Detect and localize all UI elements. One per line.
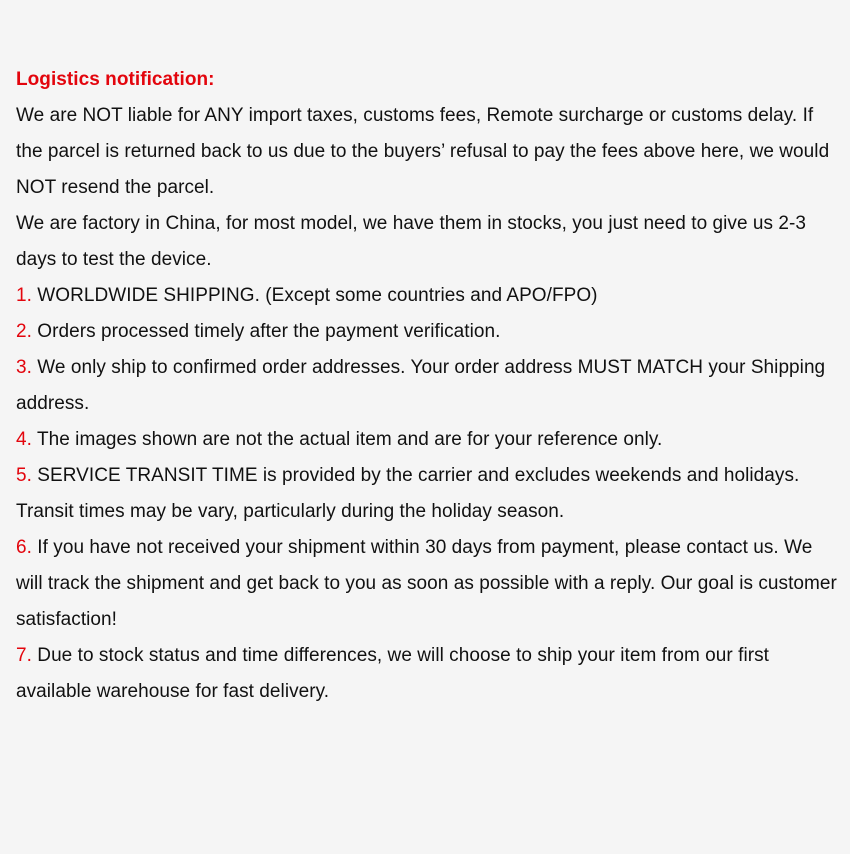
list-item-text: WORLDWIDE SHIPPING. (Except some countries and APO/FPO) — [37, 285, 598, 306]
list-item-text: Due to stock status and time differences, we will choose to ship your item from our first available warehouse for fast delivery. — [16, 645, 769, 702]
list-item-text: SERVICE TRANSIT TIME is provided by the carrier and excludes weekends and holidays. Transit times may be vary, particularly during the holiday season. — [16, 465, 800, 522]
list-item-text: The images shown are not the actual item and are for your reference only. — [36, 429, 663, 450]
list-item — [16, 458, 838, 530]
list-item-number: 5. — [16, 465, 32, 486]
list-item — [16, 638, 838, 710]
list-item-number: 4. — [16, 429, 32, 450]
list-item — [16, 350, 838, 422]
list-item — [16, 530, 838, 638]
logistics-notice — [16, 62, 838, 710]
list-item-number: 1. — [16, 285, 32, 306]
list-item — [16, 422, 838, 458]
list-item-number: 7. — [16, 645, 32, 666]
list-item-number: 3. — [16, 357, 32, 378]
list-item-number: 2. — [16, 321, 32, 342]
list-item-text: If you have not received your shipment within 30 days from payment, please contact us. We will track the shipment and get back to you as soon as possible with a reply. Our goal is customer satisfaction! — [16, 537, 837, 630]
list-item-number: 6. — [16, 537, 32, 558]
notice-heading: Logistics notification: — [16, 69, 215, 90]
intro-paragraph-liability: We are NOT liable for ANY import taxes, customs fees, Remote surcharge or customs delay. If the parcel is returned back to us due to the buyers’ refusal to pay the fees above here, we would NOT resend the parcel. — [16, 105, 830, 198]
list-item-text: Orders processed timely after the payment verification. — [37, 321, 501, 342]
list-item — [16, 278, 838, 314]
list-item — [16, 314, 838, 350]
intro-paragraph-factory: We are factory in China, for most model, we have them in stocks, you just need to give us 2-3 days to test the device. — [16, 213, 807, 270]
list-item-text: We only ship to confirmed order addresses. Your order address MUST MATCH your Shipping address. — [16, 357, 826, 414]
